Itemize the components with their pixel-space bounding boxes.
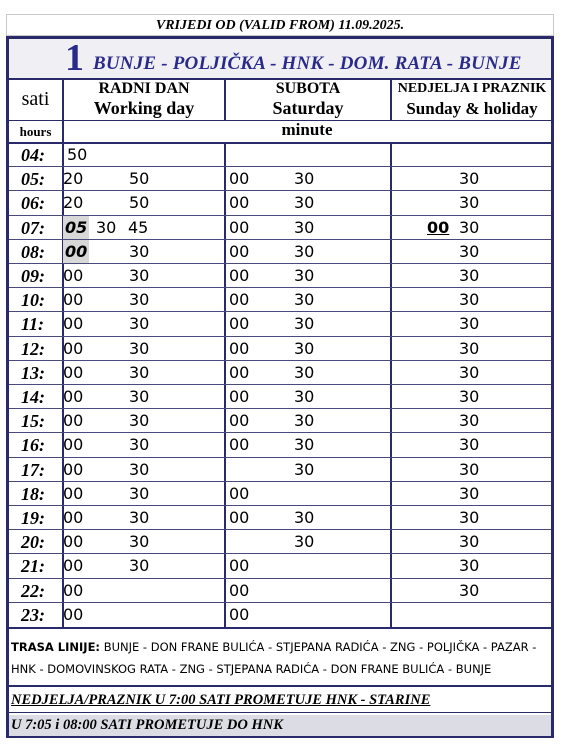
working-minute: 50 bbox=[67, 145, 88, 164]
working-minute: 00 bbox=[63, 483, 84, 503]
line-title bbox=[9, 39, 551, 78]
working-minute: 50 bbox=[129, 193, 150, 213]
hour-cell: 08: bbox=[21, 241, 45, 262]
working-minute: 20 bbox=[63, 169, 84, 189]
saturday-minute: 00 bbox=[229, 193, 250, 213]
hour-cell: 15: bbox=[21, 411, 45, 432]
sunday-minute: 30 bbox=[459, 580, 480, 600]
route-text: BUNJE - DON FRANE BULIĆA - STJEPANA RADIĆA - ZNG - POLJIČKA - PAZAR - HNK - DOMOVINSKOG RATA - ZNG - STJEPANA RADIĆA - DON FRANE BULIĆA - BUNJE bbox=[11, 640, 537, 676]
sunday-label-hr: NEDJELJA I PRAZNIK bbox=[397, 81, 547, 96]
hour-cell: 20: bbox=[21, 532, 45, 553]
working-minute: 30 bbox=[129, 532, 150, 552]
hour-cell: 05: bbox=[21, 169, 45, 190]
sunday-minute: 30 bbox=[459, 338, 480, 358]
sati-header: sati bbox=[21, 88, 50, 110]
saturday-minute: 00 bbox=[229, 508, 250, 527]
hour-cell: 04: bbox=[21, 145, 45, 165]
hour-cell: 17: bbox=[21, 459, 45, 480]
working-minute: 00 bbox=[63, 411, 84, 431]
working-minute: 30 bbox=[129, 483, 150, 503]
saturday-minute: 30 bbox=[294, 266, 315, 285]
hour-cell: 13: bbox=[21, 362, 45, 383]
sunday-minute: 30 bbox=[459, 387, 480, 406]
working-minute: 00 bbox=[63, 532, 84, 552]
working-minute: 30 bbox=[129, 508, 150, 527]
working-minute: 20 bbox=[63, 193, 84, 213]
working-minute: 00 bbox=[63, 556, 84, 576]
working-minute: 30 bbox=[129, 338, 150, 358]
saturday-minute: 00 bbox=[229, 580, 250, 600]
working-minute: 00 bbox=[63, 314, 84, 334]
working-minute: 30 bbox=[129, 362, 150, 382]
hour-cell: 10: bbox=[21, 290, 45, 311]
sunday-minute: 30 bbox=[459, 290, 480, 310]
saturday-minute: 30 bbox=[294, 362, 315, 382]
route-title: BUNJE - POLJIČKA - HNK - DOM. RATA - BUNJE bbox=[93, 53, 522, 74]
working-minute: 30 bbox=[129, 314, 150, 334]
hour-cell: 12: bbox=[21, 338, 45, 359]
sunday-minute: 30 bbox=[459, 266, 480, 285]
hours-header: hours bbox=[19, 124, 52, 139]
sunday-label-en: Sunday & holiday bbox=[406, 99, 538, 118]
working-day-label-hr: RADNI DAN bbox=[98, 80, 190, 97]
saturday-minute: 00 bbox=[229, 483, 250, 503]
saturday-minute: 00 bbox=[229, 314, 250, 334]
sunday-minute: 30 bbox=[459, 217, 480, 237]
sunday-minute: 30 bbox=[459, 411, 480, 431]
saturday-minute: 30 bbox=[294, 532, 315, 552]
hnk-note: U 7:05 i 08:00 SATI PROMETUJE DO HNK bbox=[9, 715, 551, 736]
sunday-minute: 30 bbox=[459, 532, 480, 552]
hour-cell: 11: bbox=[21, 314, 45, 335]
saturday-minute: 30 bbox=[294, 241, 315, 261]
saturday-label-en: Saturday bbox=[272, 98, 344, 118]
saturday-minute: 00 bbox=[229, 266, 250, 285]
working-minute: 00 bbox=[63, 266, 84, 285]
working-minute: 30 bbox=[129, 435, 150, 455]
working-minute: 00 bbox=[63, 362, 84, 382]
sunday-minute: 30 bbox=[459, 556, 480, 576]
working-minute: 30 bbox=[129, 411, 150, 431]
sunday-header bbox=[392, 79, 552, 120]
hour-cell: 16: bbox=[21, 435, 45, 456]
working-minute: 00 bbox=[63, 580, 84, 600]
working-minute: 00 bbox=[63, 290, 84, 310]
sunday-minute: 30 bbox=[459, 241, 480, 261]
saturday-minute: 30 bbox=[294, 459, 315, 479]
hour-cell: 18: bbox=[21, 483, 45, 504]
working-minute: 45 bbox=[128, 217, 149, 237]
hour-cell: 21: bbox=[21, 556, 45, 577]
minute-header: minute bbox=[281, 120, 333, 139]
working-minute: 30 bbox=[129, 387, 150, 406]
working-minute: 00 bbox=[63, 604, 84, 624]
saturday-minute: 00 bbox=[229, 217, 250, 237]
saturday-minute: 00 bbox=[229, 387, 250, 406]
saturday-minute: 30 bbox=[294, 169, 315, 189]
working-minute: 30 bbox=[129, 290, 150, 310]
working-minute: 30 bbox=[129, 459, 150, 479]
line-number: 1 bbox=[65, 39, 84, 78]
working-minute: 00 bbox=[63, 387, 84, 406]
hour-cell: 06: bbox=[21, 193, 45, 214]
working-minute: 30 bbox=[129, 556, 150, 576]
working-minute: 00 bbox=[63, 338, 84, 358]
saturday-minute: 00 bbox=[229, 435, 250, 455]
hour-cell: 22: bbox=[21, 580, 45, 601]
saturday-minute: 30 bbox=[294, 314, 315, 334]
saturday-minute: 30 bbox=[294, 338, 315, 358]
sunday-minute: 30 bbox=[459, 169, 480, 189]
sunday-minute: 30 bbox=[459, 483, 480, 503]
sunday-minute: 30 bbox=[459, 508, 480, 527]
saturday-minute: 00 bbox=[229, 241, 250, 261]
timetable bbox=[6, 36, 554, 738]
route-label: TRASA LINIJE: bbox=[11, 640, 101, 654]
saturday-header bbox=[226, 79, 390, 120]
saturday-label-hr: SUBOTA bbox=[275, 80, 341, 97]
hour-cell: 07: bbox=[21, 217, 45, 238]
working-minute: 30 bbox=[96, 217, 117, 237]
working-day-header bbox=[64, 79, 224, 120]
saturday-minute: 00 bbox=[229, 362, 250, 382]
working-minute: 30 bbox=[129, 241, 150, 261]
working-minute: 00 bbox=[63, 508, 84, 527]
route-description bbox=[9, 629, 551, 685]
saturday-minute: 30 bbox=[294, 387, 315, 406]
sunday-note: NEDJELJA/PRAZNIK U 7:00 SATI PROMETUJE HNK - STARINE bbox=[11, 692, 431, 708]
hour-cell: 23: bbox=[21, 604, 45, 625]
sunday-minute: 00 bbox=[427, 217, 450, 237]
working-minute: 00 bbox=[63, 240, 89, 264]
sunday-minute: 30 bbox=[459, 362, 480, 382]
saturday-minute: 00 bbox=[229, 411, 250, 431]
saturday-minute: 00 bbox=[229, 169, 250, 189]
saturday-minute: 00 bbox=[229, 556, 250, 576]
working-minute: 05 bbox=[63, 216, 89, 240]
saturday-minute: 30 bbox=[294, 508, 315, 527]
working-day-label-en: Working day bbox=[93, 98, 195, 118]
sunday-minute: 30 bbox=[459, 314, 480, 334]
saturday-minute: 00 bbox=[229, 338, 250, 358]
sunday-minute: 30 bbox=[459, 193, 480, 213]
sunday-minute: 30 bbox=[459, 435, 480, 455]
hour-cell: 09: bbox=[21, 266, 45, 286]
saturday-minute: 30 bbox=[294, 411, 315, 431]
working-minute: 50 bbox=[129, 169, 150, 189]
working-minute: 00 bbox=[63, 435, 84, 455]
saturday-minute: 30 bbox=[294, 290, 315, 310]
working-minute: 30 bbox=[129, 266, 150, 285]
hour-cell: 14: bbox=[21, 387, 45, 407]
saturday-minute: 30 bbox=[294, 193, 315, 213]
hour-cell: 19: bbox=[21, 508, 45, 528]
valid-from-banner: VRIJEDI OD (VALID FROM) 11.09.2025. bbox=[6, 14, 554, 36]
sunday-minute: 30 bbox=[459, 459, 480, 479]
working-minute: 00 bbox=[63, 459, 84, 479]
saturday-minute: 30 bbox=[294, 217, 315, 237]
saturday-minute: 30 bbox=[294, 435, 315, 455]
saturday-minute: 00 bbox=[229, 604, 250, 624]
saturday-minute: 00 bbox=[229, 290, 250, 310]
